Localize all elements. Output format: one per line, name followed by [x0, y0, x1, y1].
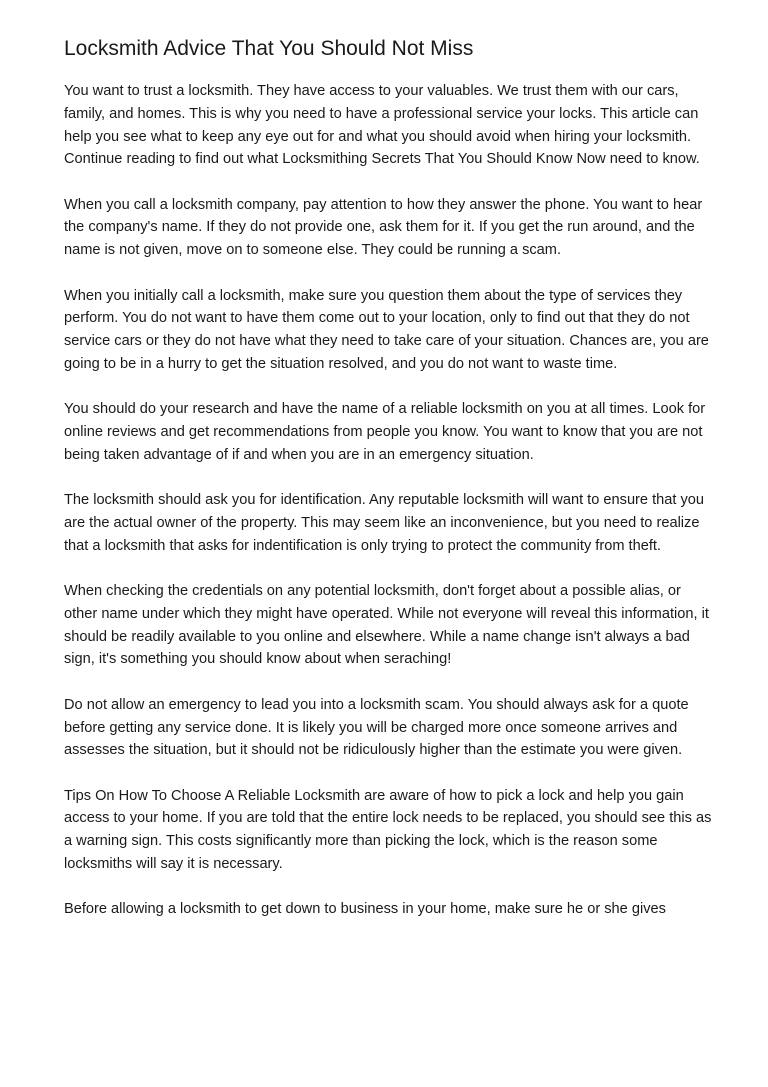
paragraph: Do not allow an emergency to lead you into a locksmith scam. You should always ask for a quote before getting any service done. It is likely you will be charged more once someone arrives and assesses the situation, but it should not be ridiculously higher than the estimate you were given.: [64, 696, 689, 759]
paragraph: When checking the credentials on any potential locksmith, don't forget about a possible alias, or other name under which they might have operated. While not everyone will reveal this information, it should be readily available to you online and elsewhere. While a name change isn't always a bad sign, it's something you should know about when seraching!: [64, 583, 709, 668]
paragraph: Before allowing a locksmith to get down to business in your home, make sure he or she gives: [64, 901, 666, 918]
paragraph: When you call a locksmith company, pay attention to how they answer the phone. You want to hear the company's name. If they do not provide one, ask them for it. If you get the run around, and the name is not given, move on to someone else. They could be running a scam.: [64, 196, 703, 259]
paragraph: You want to trust a locksmith. They have access to your valuables. We trust them with our cars, family, and homes. This is why you need to have a professional service your locks. This article can help you see what to keep any eye out for and what you should avoid when hiring your locksmith. Continue reading to find out what Locksmithing Secrets That You Should Know Now need to know.: [64, 83, 700, 168]
paragraph: The locksmith should ask you for identification. Any reputable locksmith will want to ensure that you are the actual owner of the property. This may seem like an inconvenience, but you need to realize that a locksmith that asks for indentification is only trying to protect the community from theft.: [64, 492, 705, 554]
paragraph: You should do your research and have the name of a reliable locksmith on you at all times. Look for online reviews and get recommendations from people you know. You want to know that you are not being taken advantage of if and when you are in an emergency situation.: [64, 401, 706, 463]
paragraph: Tips On How To Choose A Reliable Locksmith are aware of how to pick a lock and help you gain access to your home. If you are told that the entire lock needs to be replaced, you should see this as a warning sign. This costs significantly more than picking the lock, which is the reason some locksmiths will say it is necessary.: [64, 787, 712, 873]
document-page: [64, 34, 714, 944]
document-title: Locksmith Advice That You Should Not Miss: [64, 37, 474, 60]
paragraph: When you initially call a locksmith, make sure you question them about the type of services they perform. You do not want to have them come out to your location, only to find out that they do not service cars or they do not have what they need to take care of your situation. Chances are, you are going to be in a hurry to get the situation resolved, and you do not want to waste time.: [64, 287, 709, 372]
